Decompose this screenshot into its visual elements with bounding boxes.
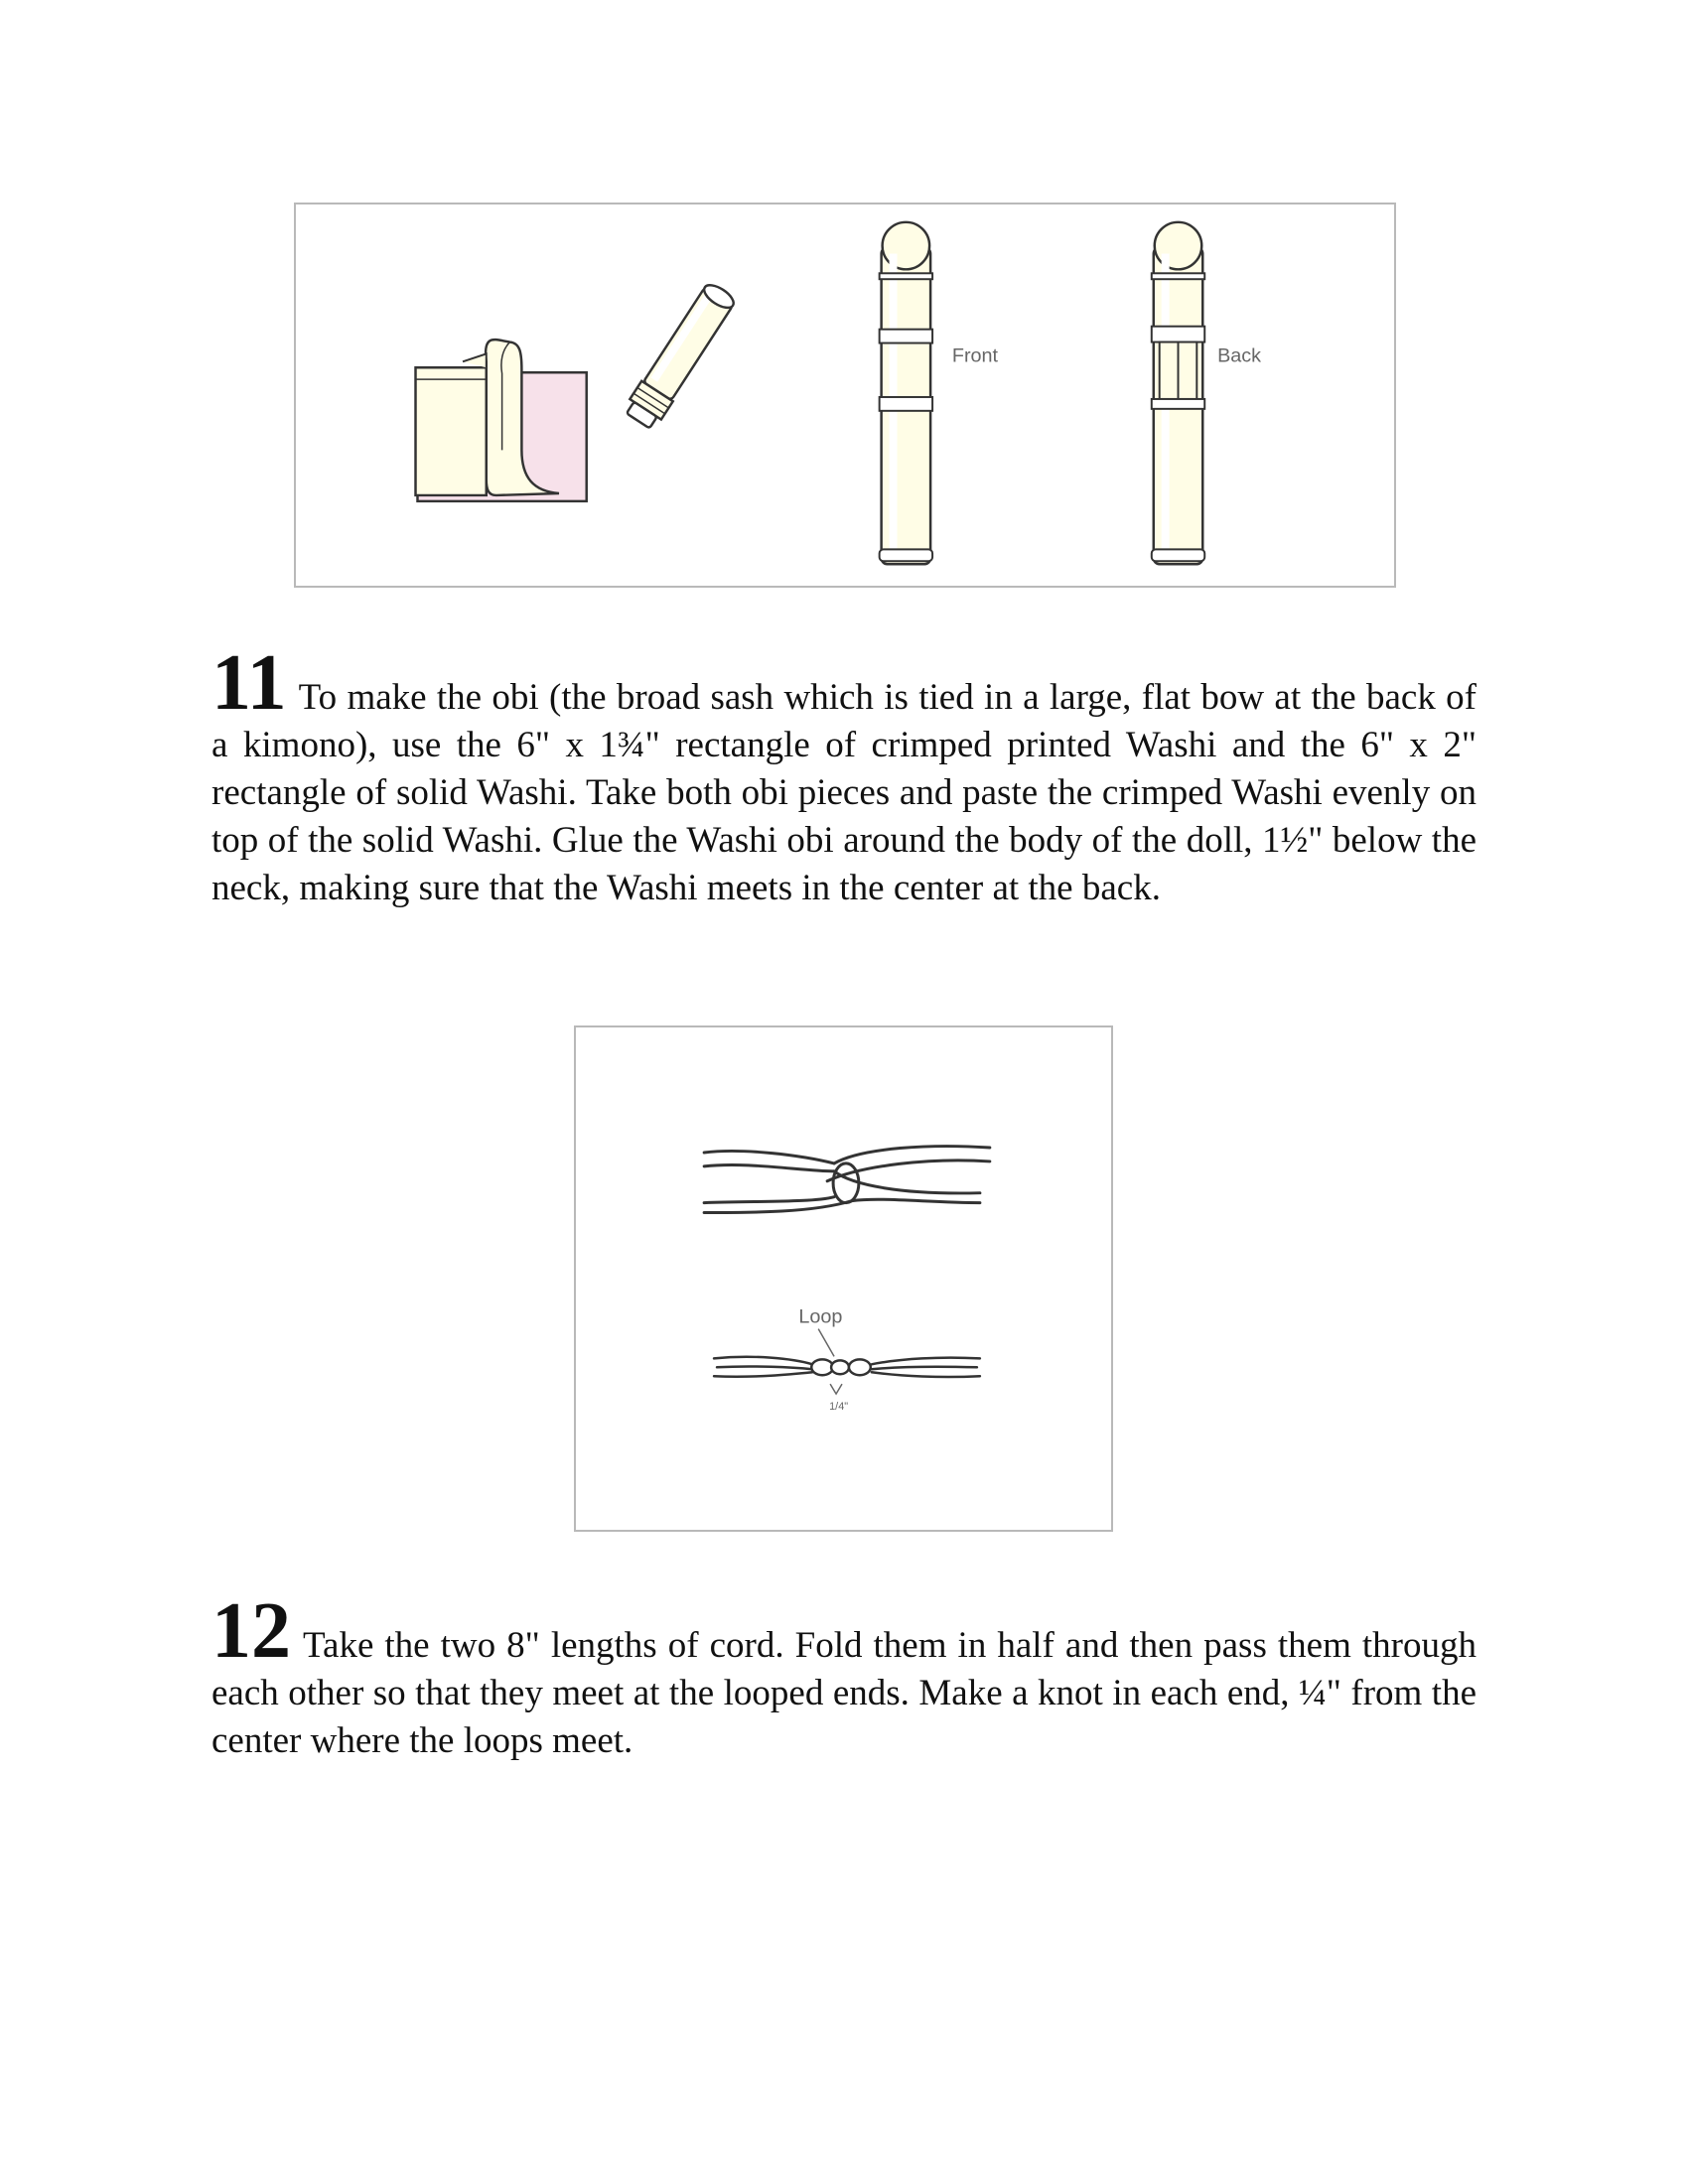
quarter-inch-label: 1/4" (829, 1400, 849, 1413)
doll-body-front (880, 222, 932, 564)
step-11-paragraph (211, 639, 1477, 912)
doll-body-back (1152, 222, 1204, 564)
crimped-washi-paper (416, 367, 487, 495)
back-label: Back (1217, 344, 1262, 367)
illustration-obi-gluing (294, 203, 1396, 588)
step-12-text: Take the two 8" lengths of cord. Fold them in half and then pass them through each other so that they meet at the looped ends. Make a knot in each end, ¼" from the center where the loops meet. (211, 1625, 1477, 1761)
interlocked-cords (704, 1147, 990, 1213)
front-label: Front (951, 344, 999, 367)
illustration-cord-knot (574, 1025, 1113, 1532)
loop-label: Loop (798, 1305, 843, 1328)
cord-knot-drawing (576, 1027, 1111, 1530)
step-11-text: To make the obi (the broad sash which is tied in a large, flat bow at the back of a kimono), use the 6" x 1¾" rectangle of crimped printed Washi and the 6" x 2" rectangle of solid Washi. Take both obi pieces and paste the crimped Washi evenly on top of the solid Washi. Glue the Washi obi around the body of the doll, 1½" below the neck, making sure that the Washi meets in the center at the back. (211, 677, 1477, 908)
knots (811, 1359, 871, 1375)
step-11-number: 11 (211, 639, 287, 727)
obi-gluing-drawing (296, 205, 1394, 586)
step-12-number: 12 (211, 1587, 291, 1675)
step-12-paragraph (211, 1587, 1477, 1765)
glue-stick (623, 280, 739, 431)
